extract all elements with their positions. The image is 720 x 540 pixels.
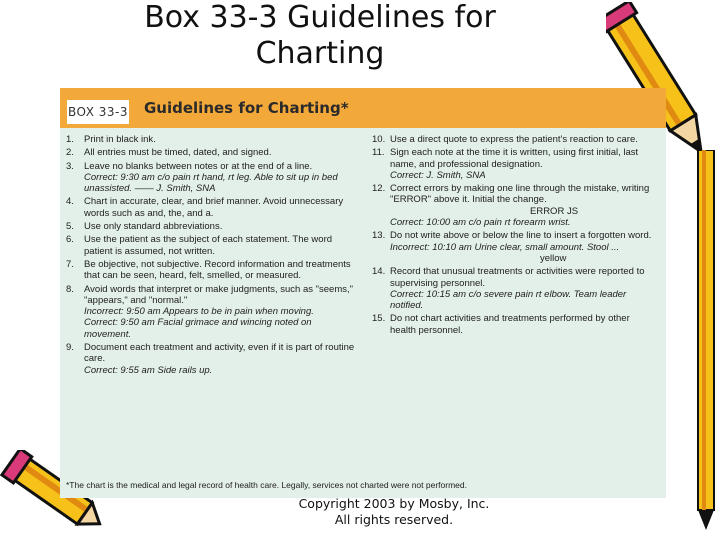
- error-annotation: ERROR JS: [530, 205, 579, 217]
- guideline-item-8: 8. Avoid words that interpret or make judgments, such as "seems," "appears," and "normal." Incorrect: 9:50 am Appears to be in pain when moving. Correct: 9:50 am Facial grimace and wincing noted on movement.: [66, 284, 356, 340]
- slide-title-line-2: Charting: [255, 36, 385, 71]
- guideline-example: Correct: 10:00 am c/o pain rt forearm wrist.: [390, 217, 571, 229]
- guideline-item-9: 9. Document each treatment and activity, even if it is part of routine care. Correct: 9:55 am Side rails up.: [66, 342, 355, 376]
- guideline-item-6: 6. Use the patient as the subject of each statement. The word patient is assumed, not written.: [66, 234, 333, 257]
- guidelines-right-column: [372, 134, 658, 336]
- box-label: BOX 33-3: [67, 100, 129, 124]
- box-footnote: *The chart is the medical and legal record of health care. Legally, services not charted were not performed.: [66, 480, 467, 490]
- pencil-side-clipart-icon: [692, 150, 720, 530]
- box-header: [60, 88, 666, 128]
- guideline-item-11: 11. Sign each note at the time it is written, using first initial, last name, and professional designation. Correct: J. Smith, SNA: [372, 147, 658, 181]
- guideline-item-2: 2. All entries must be timed, dated, and signed.: [66, 147, 272, 159]
- guideline-example: Correct: 10:15 am c/o severe pain rt elbow. Team leader notified.: [390, 288, 627, 312]
- guidelines-left-column: [66, 134, 356, 376]
- guideline-item-12: 12. Correct errors by making one line through the mistake, writing "ERROR" above it. Initial the change. ERROR JS Correct: 10:00 am c/o pain rt forearm wrist.: [372, 183, 658, 228]
- guideline-example-incorrect: Incorrect: 9:50 am Appears to be in pain when moving.: [84, 306, 314, 318]
- copyright-notice: [260, 496, 528, 528]
- inserted-word-annotation: yellow: [540, 252, 567, 264]
- guideline-example-correct: Correct: 9:50 am Facial grimace and wincing noted on movement.: [84, 317, 312, 340]
- guideline-item-3: 3. Leave no blanks between notes or at the end of a line. Correct: 9:30 am c/o pain rt hand, rt leg. Able to sit up in bed unassisted. —— J. Smith, SNA: [66, 161, 356, 195]
- guideline-item-7: 7. Be objective, not subjective. Record information and treatments that can be seen, heard, felt, smelled, or measured.: [66, 258, 351, 282]
- slide-title-line-1: Box 33-3 Guidelines for: [144, 0, 496, 35]
- guideline-item-13: 13. Do not write above or below the line to insert a forgotten word. Incorrect: 10:10 am Urine clear, small amount. Stool ... yellow: [372, 230, 658, 264]
- guideline-item-5: 5. Use only standard abbreviations.: [66, 221, 223, 233]
- guideline-example: Correct: 9:55 am Side rails up.: [84, 364, 213, 376]
- slide-title: [100, 0, 540, 72]
- copyright-line-2: All rights reserved.: [334, 512, 454, 527]
- box-title: Guidelines for Charting*: [144, 99, 349, 117]
- copyright-line-1: Copyright 2003 by Mosby, Inc.: [298, 496, 490, 511]
- guideline-example: Correct: J. Smith, SNA: [390, 169, 486, 181]
- guideline-item-4: 4. Chart in accurate, clear, and brief manner. Avoid unnecessary words such as and, the, and a.: [66, 196, 344, 219]
- guidelines-box: [60, 88, 666, 498]
- guideline-item-10: 10. Use a direct quote to express the patient's reaction to care.: [372, 134, 638, 145]
- guideline-example: Incorrect: 10:10 am Urine clear, small amount. Stool ...: [390, 241, 620, 253]
- guideline-item-15: 15. Do not chart activities and treatments performed by other health personnel.: [372, 313, 630, 336]
- guideline-example: Correct: 9:30 am c/o pain rt hand, rt leg. Able to sit up in bed unassisted. —— J. Smith, SNA: [84, 171, 338, 195]
- guideline-item-1: 1. Print in black ink.: [66, 134, 156, 145]
- guideline-item-14: 14. Record that unusual treatments or activities were reported to supervising personnel. Correct: 10:15 am c/o severe pain rt elbow. Team leader notified.: [372, 266, 658, 311]
